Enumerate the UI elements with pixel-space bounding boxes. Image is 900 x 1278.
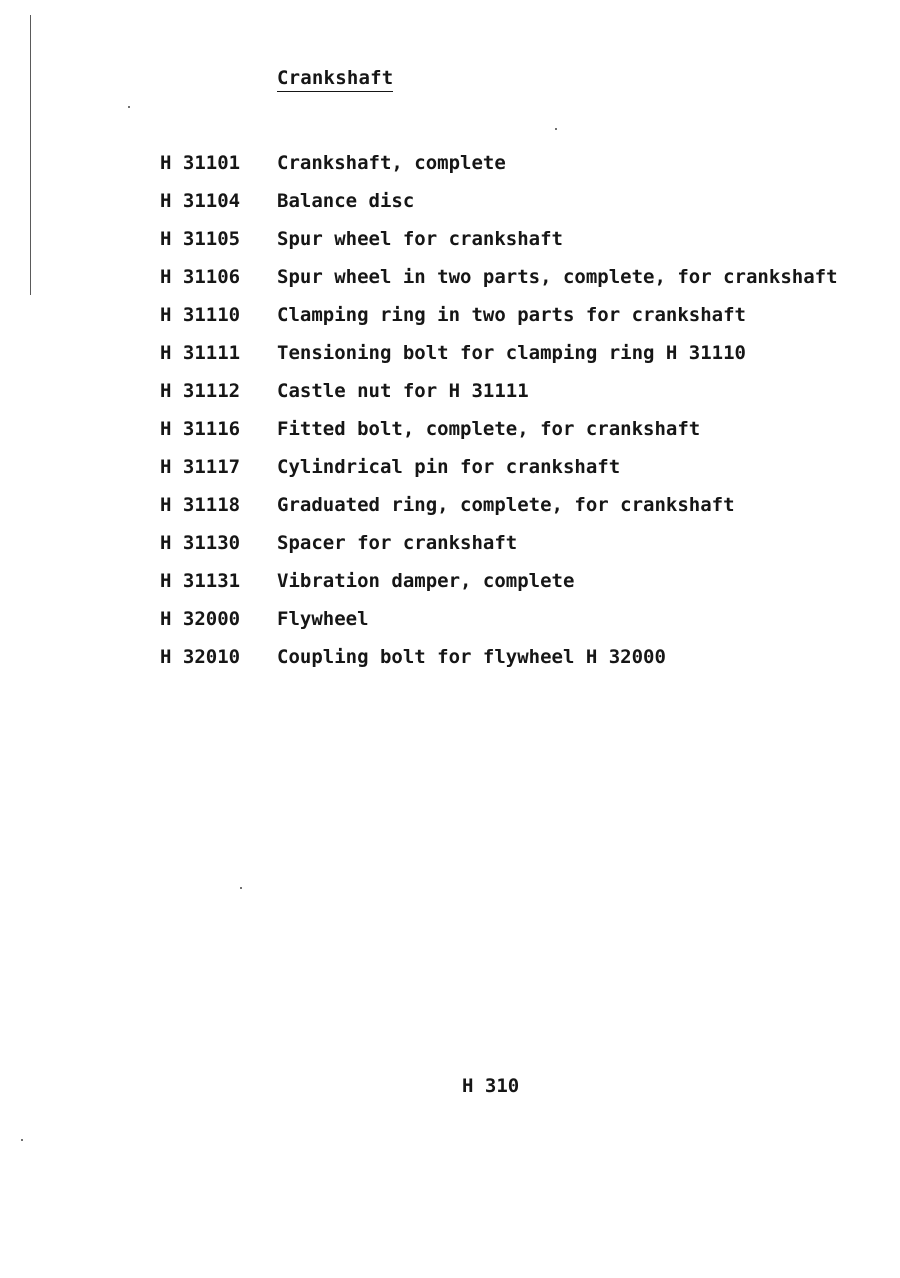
part-number: H 31105 — [160, 228, 241, 250]
list-item — [160, 493, 860, 518]
scan-speck — [128, 106, 130, 108]
list-item — [160, 341, 860, 366]
part-number: H 31106 — [160, 266, 241, 288]
part-description: Castle nut for H 31111 — [277, 380, 529, 402]
part-number: H 31117 — [160, 456, 241, 478]
list-item — [160, 569, 860, 594]
part-description: Tensioning bolt for clamping ring H 31110 — [277, 342, 746, 364]
part-number: H 32000 — [160, 608, 241, 630]
part-description: Crankshaft, complete — [277, 152, 506, 174]
part-description: Balance disc — [277, 190, 415, 212]
list-item — [160, 531, 860, 556]
list-item — [160, 303, 860, 328]
list-item — [160, 645, 860, 670]
part-number: H 31110 — [160, 304, 241, 326]
parts-list — [160, 151, 860, 683]
list-item — [160, 227, 860, 252]
page-footer-code: H 310 — [462, 1075, 520, 1097]
part-description: Spacer for crankshaft — [277, 532, 518, 554]
scan-speck — [555, 128, 557, 130]
part-description: Fitted bolt, complete, for crankshaft — [277, 418, 701, 440]
list-item — [160, 189, 860, 214]
part-number: H 31116 — [160, 418, 241, 440]
list-item — [160, 151, 860, 176]
scan-speck — [21, 1139, 23, 1141]
part-number: H 31112 — [160, 380, 241, 402]
part-number: H 32010 — [160, 646, 241, 668]
part-description: Clamping ring in two parts for crankshaft — [277, 304, 746, 326]
part-description: Spur wheel for crankshaft — [277, 228, 563, 250]
part-number: H 31101 — [160, 152, 241, 174]
part-description: Vibration damper, complete — [277, 570, 575, 592]
list-item — [160, 455, 860, 480]
part-number: H 31130 — [160, 532, 241, 554]
part-description: Coupling bolt for flywheel H 32000 — [277, 646, 666, 668]
list-item — [160, 607, 860, 632]
part-number: H 31111 — [160, 342, 241, 364]
list-item — [160, 265, 860, 290]
part-number: H 31131 — [160, 570, 241, 592]
part-number: H 31118 — [160, 494, 241, 516]
page-edge-line — [30, 15, 31, 295]
part-description: Spur wheel in two parts, complete, for crankshaft — [277, 266, 838, 288]
part-description: Flywheel — [277, 608, 369, 630]
page-title: Crankshaft — [277, 66, 393, 92]
list-item — [160, 417, 860, 442]
list-item — [160, 379, 860, 404]
part-description: Graduated ring, complete, for crankshaft — [277, 494, 735, 516]
part-number: H 31104 — [160, 190, 241, 212]
part-description: Cylindrical pin for crankshaft — [277, 456, 621, 478]
scan-speck — [240, 887, 242, 889]
